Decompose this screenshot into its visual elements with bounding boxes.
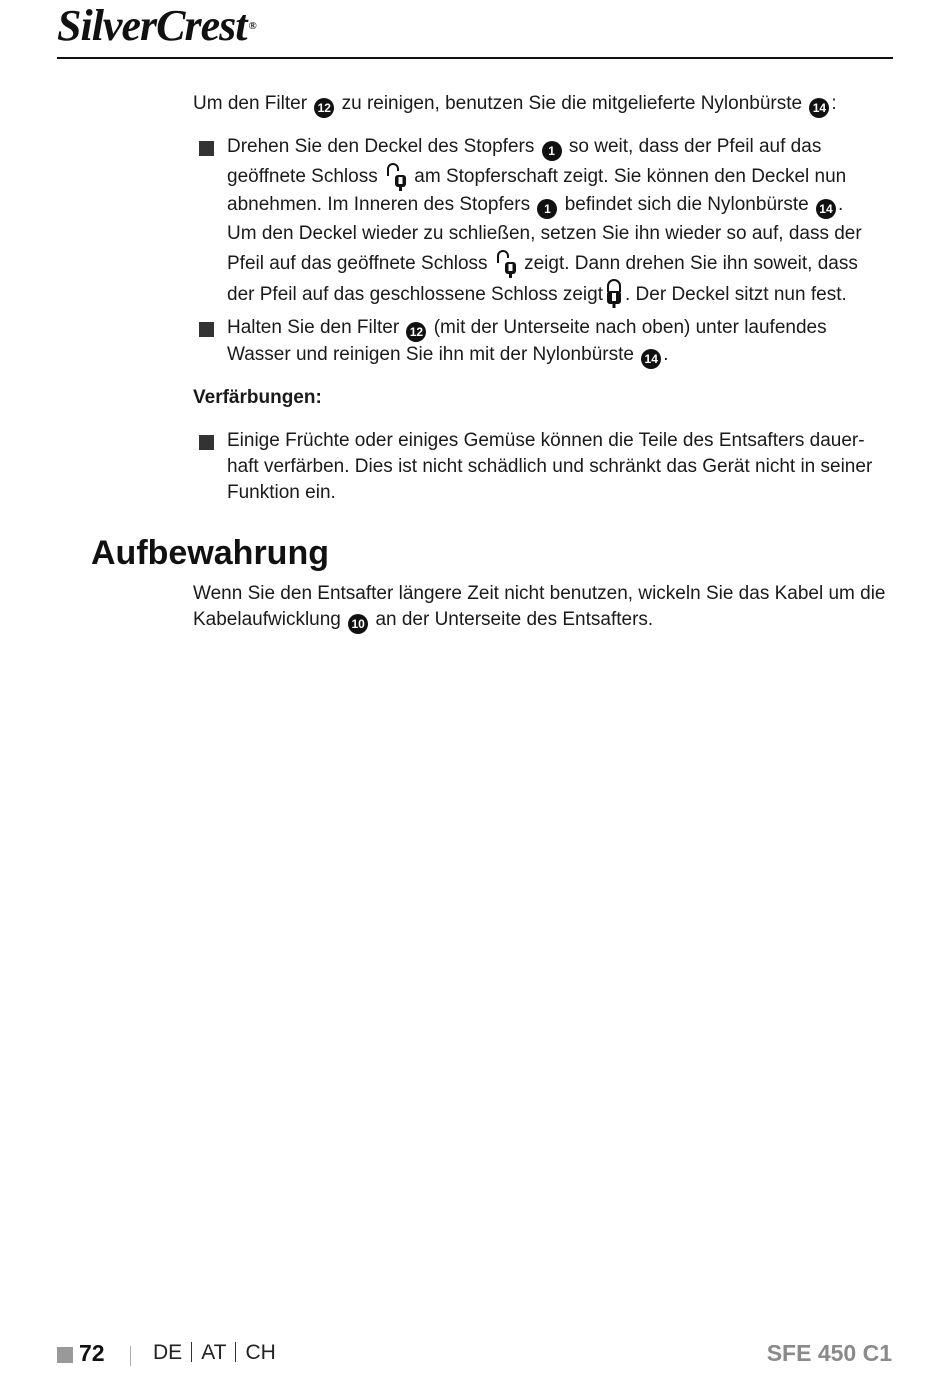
body-text: so weit, dass der Pfeil auf das (568, 136, 822, 157)
bullet-square-icon (199, 141, 214, 156)
language-codes (153, 1341, 276, 1365)
body-text: zeigt. Dann drehen Sie ihn soweit, dass (524, 253, 858, 274)
lang-code: DE (153, 1341, 183, 1364)
page-number: 72 (79, 1340, 105, 1366)
body-text: Um den Deckel wieder zu schließen, setzen Sie ihn wieder so auf, dass der (227, 223, 862, 244)
ref-number-badge: 1 (537, 199, 557, 219)
body-text: geöffnete Schloss (227, 166, 378, 187)
body-text: an der Unterseite des Entsafters. (375, 609, 654, 630)
body-text: (mit der Unterseite nach oben) unter laufendes (433, 317, 827, 338)
body-text: Einige Früchte oder einiges Gemüse können die Teile des Entsafters dauer- (227, 430, 865, 451)
body-text: Wasser und reinigen Sie ihn mit der Nylonbürste (227, 344, 634, 365)
body-text: Kabelaufwicklung (193, 609, 341, 630)
storage-paragraph (193, 580, 886, 632)
body-text: befindet sich die Nylonbürste (564, 194, 809, 215)
body-text: am Stopferschaft zeigt. Sie können den Deckel nun (414, 166, 847, 187)
intro-text: Um den Filter (193, 93, 308, 114)
model-number: SFE 450 C1 (766, 1340, 892, 1366)
bullet-square-icon (199, 435, 214, 450)
body-text: Funktion ein. (227, 482, 336, 503)
ref-number-badge: 14 (816, 199, 836, 219)
body-text: Pfeil auf das geöffnete Schloss (227, 253, 488, 274)
intro-text: zu reinigen, benutzen Sie die mitgelieferte Nylonbürste (341, 93, 803, 114)
footer-divider (235, 1342, 236, 1362)
header-rule (57, 57, 893, 59)
intro-text: : (831, 93, 837, 114)
body-text: abnehmen. Im Inneren des Stopfers (227, 194, 531, 215)
body-text: . Der Deckel sitzt nun fest. (625, 284, 847, 305)
body-text: . (837, 194, 844, 215)
section-subheading: Verfärbungen: (193, 387, 322, 408)
intro-paragraph (193, 90, 873, 118)
body-text: der Pfeil auf das geschlossene Schloss zeigt (227, 284, 603, 305)
ref-number-badge: 14 (809, 98, 829, 118)
body-text: haft verfärben. Dies ist nicht schädlich und schränkt das Gerät nicht in seiner (227, 456, 873, 477)
lang-code: CH (245, 1341, 276, 1364)
body-text: Drehen Sie den Deckel des Stopfers (227, 136, 535, 157)
registered-mark: ® (248, 20, 256, 32)
body-text: Wenn Sie den Entsafter längere Zeit nicht benutzen, wickeln Sie das Kabel um die (193, 583, 886, 604)
footer-square-icon (57, 1347, 73, 1363)
list-item (199, 427, 873, 505)
brand-name: SilverCrest (57, 1, 247, 50)
section-heading: Aufbewahrung (91, 534, 329, 572)
ref-number-badge: 12 (406, 322, 426, 342)
list-item (199, 133, 865, 307)
open-lock-icon (385, 162, 407, 192)
list-item (199, 314, 865, 368)
ref-number-badge: 10 (348, 614, 368, 634)
brand-logo (57, 1, 256, 50)
footer-divider (191, 1342, 192, 1362)
closed-lock-icon (605, 278, 623, 310)
ref-number-badge: 14 (641, 349, 661, 369)
bullet-square-icon (199, 322, 214, 337)
lang-code: AT (201, 1341, 227, 1364)
ref-number-badge: 1 (542, 141, 562, 161)
ref-number-badge: 12 (314, 98, 334, 118)
body-text: Halten Sie den Filter (227, 317, 400, 338)
body-text: . (663, 344, 669, 365)
footer-divider (130, 1346, 131, 1366)
open-lock-icon (495, 249, 517, 279)
